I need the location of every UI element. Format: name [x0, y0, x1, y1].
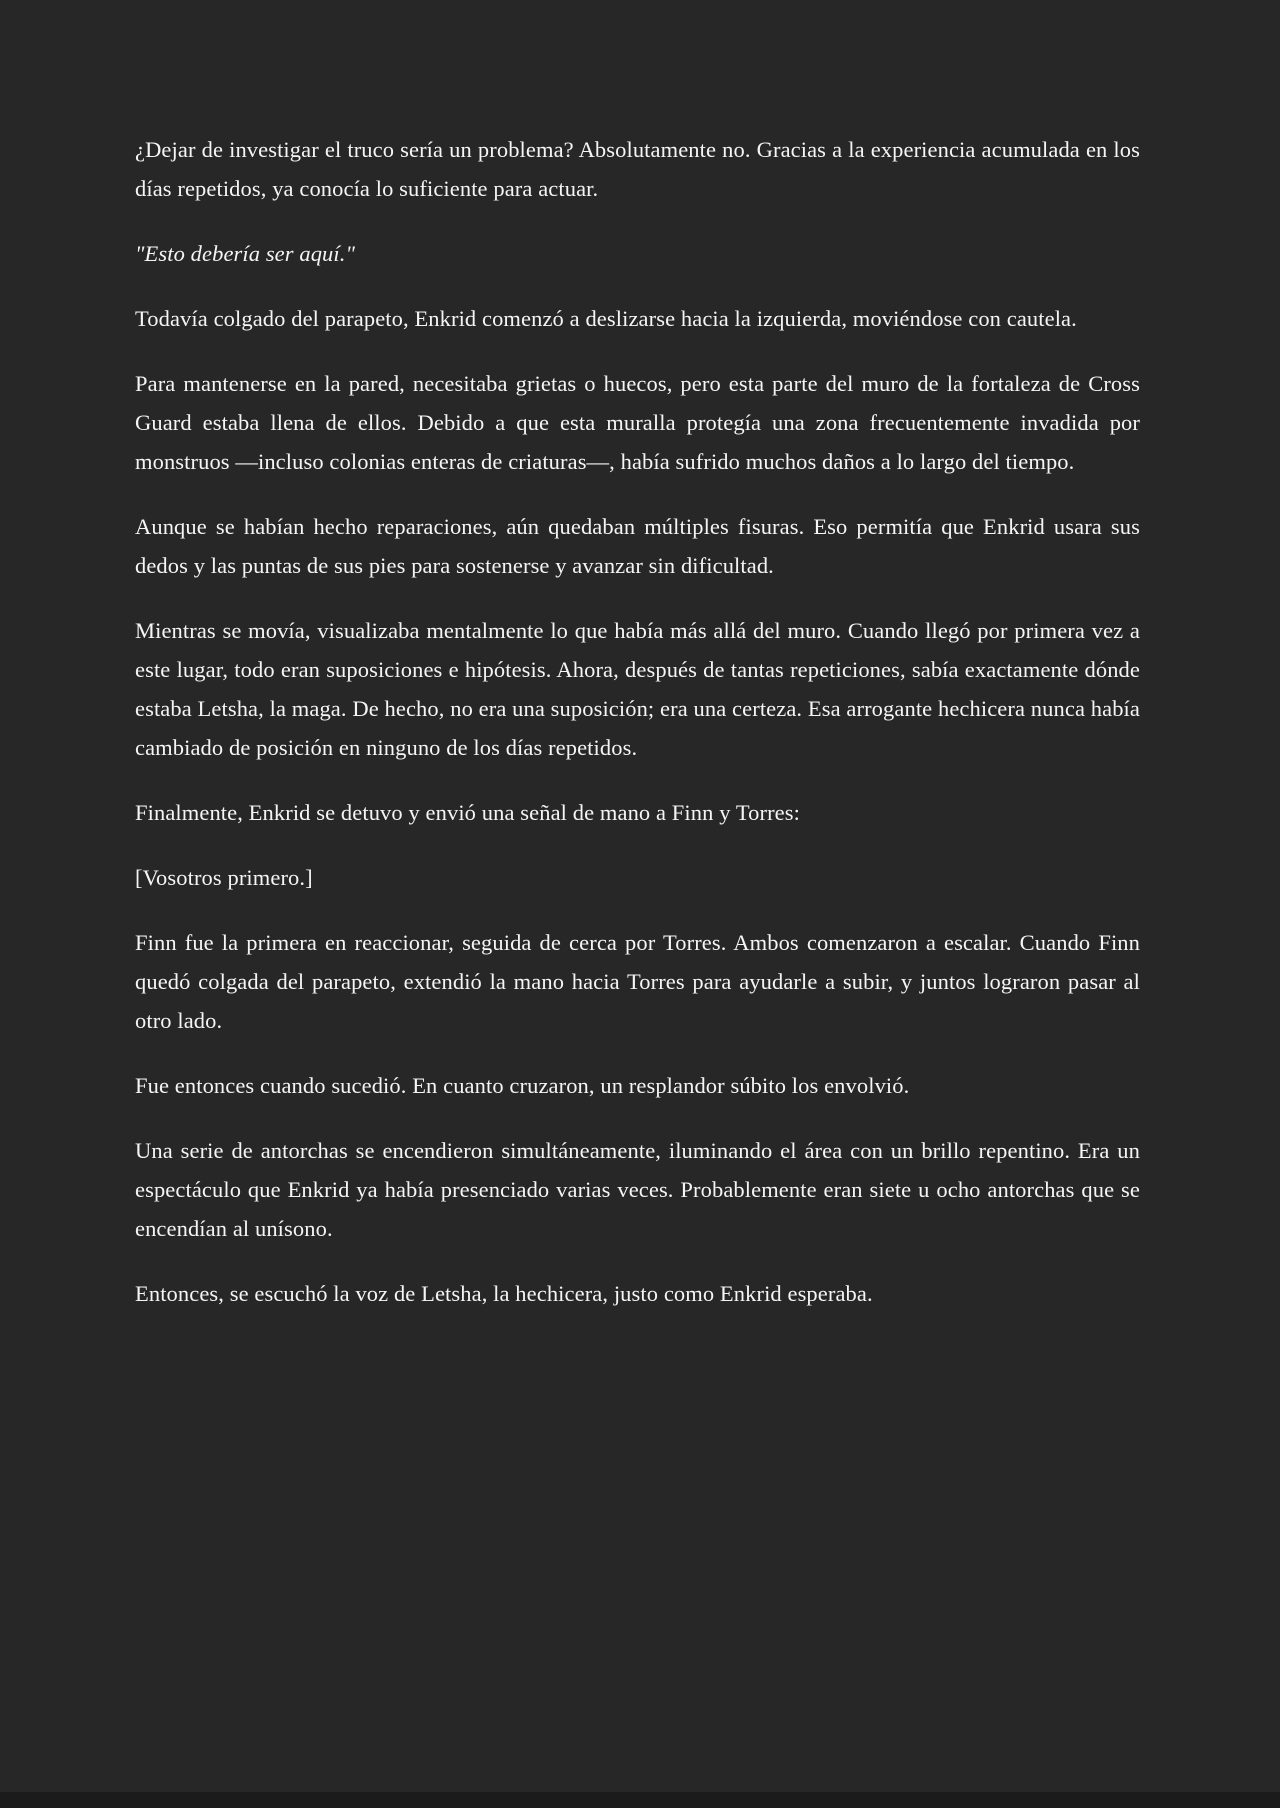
paragraph: ¿Dejar de investigar el truco sería un problema? Absolutamente no. Gracias a la experiencia acumulada en los días repetidos, ya conocía lo suficiente para actuar. [135, 137, 1140, 201]
paragraph: Aunque se habían hecho reparaciones, aún quedaban múltiples fisuras. Eso permitía que Enkrid usara sus dedos y las puntas de sus pies para sostenerse y avanzar sin dificultad. [135, 514, 1140, 578]
paragraph: Entonces, se escuchó la voz de Letsha, la hechicera, justo como Enkrid esperaba. [135, 1281, 873, 1306]
paragraph: Finn fue la primera en reaccionar, seguida de cerca por Torres. Ambos comenzaron a escalar. Cuando Finn quedó colgada del parapeto, extendió la mano hacia Torres para ayudarle a subir, y juntos lograron pasar al otro lado. [135, 930, 1140, 1033]
paragraph: Para mantenerse en la pared, necesitaba grietas o huecos, pero esta parte del muro de la fortaleza de Cross Guard estaba llena de ellos. Debido a que esta muralla protegía una zona frecuentemente invadida por monstruos —incluso colonias enteras de criaturas—, había sufrido muchos daños a lo largo del tiempo. [135, 371, 1140, 474]
paragraph: Finalmente, Enkrid se detuvo y envió una señal de mano a Finn y Torres: [135, 800, 800, 825]
paragraph: Una serie de antorchas se encendieron simultáneamente, iluminando el área con un brillo repentino. Era un espectáculo que Enkrid ya había presenciado varias veces. Probablemente eran siete u ocho antorchas que se encendían al unísono. [135, 1138, 1140, 1241]
paragraph: Mientras se movía, visualizaba mentalmente lo que había más allá del muro. Cuando llegó por primera vez a este lugar, todo eran suposiciones e hipótesis. Ahora, después de tantas repeticiones, sabía exactamente dónde estaba Letsha, la maga. De hecho, no era una suposición; era una certeza. Esa arrogante hechicera nunca había cambiado de posición en ninguno de los días repetidos. [135, 618, 1140, 760]
paragraph-hand-signal: [Vosotros primero.] [135, 865, 313, 890]
paragraph: Fue entonces cuando sucedió. En cuanto cruzaron, un resplandor súbito los envolvió. [135, 1073, 910, 1098]
paragraph-quote: "Esto debería ser aquí." [135, 241, 356, 266]
paragraph: Todavía colgado del parapeto, Enkrid comenzó a deslizarse hacia la izquierda, moviéndose con cautela. [135, 306, 1077, 331]
bottom-edge [0, 1792, 1280, 1808]
